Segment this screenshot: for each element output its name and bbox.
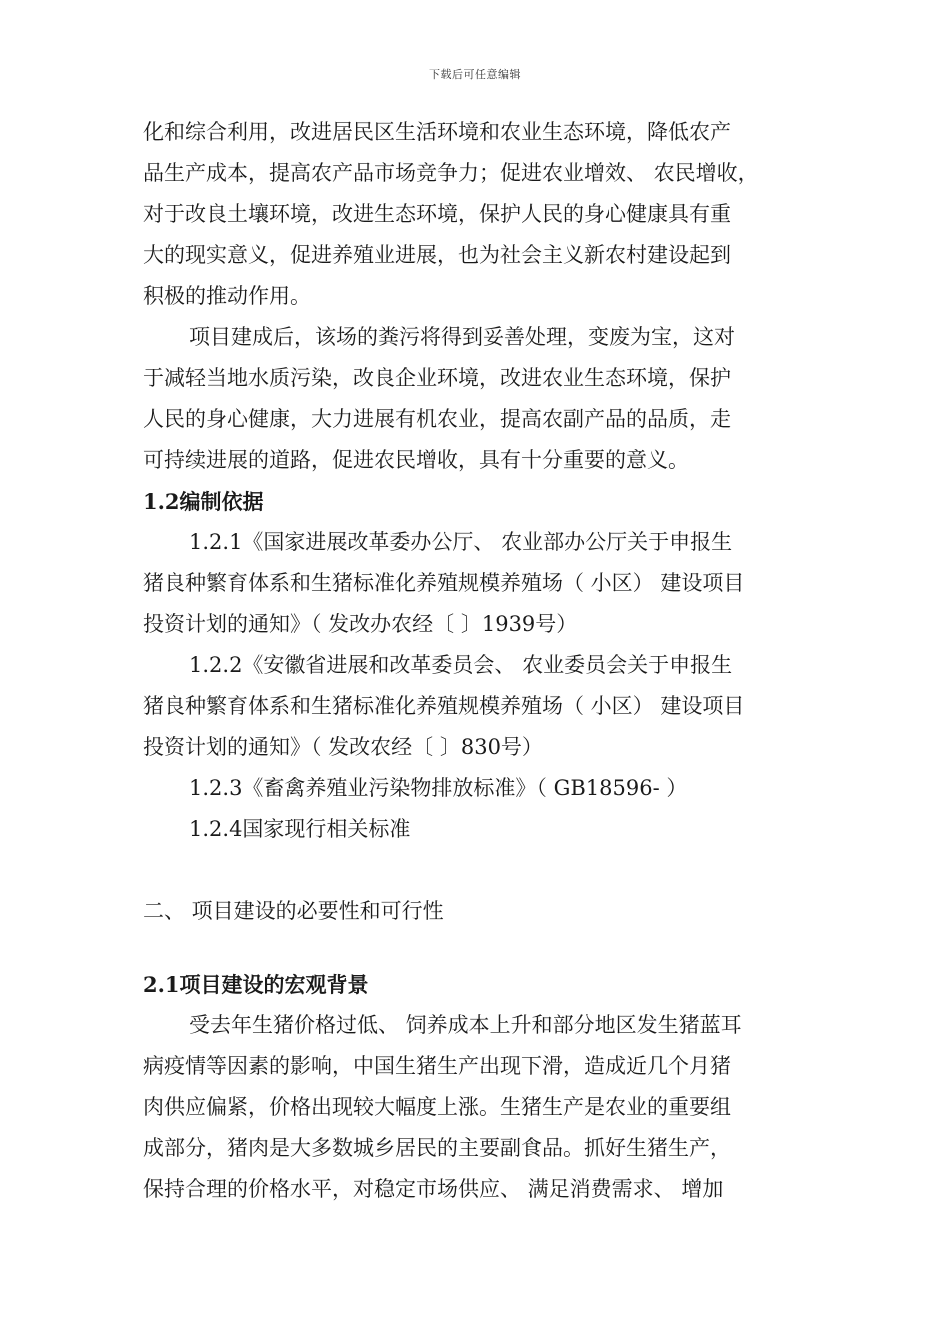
basis-item-4: 1.2.4国家现行相关标准 [189, 817, 411, 841]
chapter-heading: 二、 项目建设的必要性和可行性 [143, 899, 444, 923]
section-heading: 1.2编制依据 [143, 489, 264, 514]
spacer [143, 850, 811, 891]
text-line: 猪良种繁育体系和生猪标准化养殖规模养殖场（ 小区） 建设项目 [143, 694, 745, 718]
text-line: 投资计划的通知》（ 发改办农经〔 〕1939号） [143, 612, 578, 636]
text-line: 于减轻当地水质污染，改良企业环境，改进农业生态环境，保护 [143, 366, 731, 390]
basis-item-3: 1.2.3《畜禽养殖业污染物排放标准》（ GB18596- ） [189, 776, 688, 800]
paragraph-continuation [143, 112, 811, 317]
basis-item-2 [143, 645, 811, 768]
section-heading: 2.1项目建设的宏观背景 [143, 972, 369, 997]
text-line: 化和综合利用，改进居民区生活环境和农业生态环境，降低农产 [143, 120, 731, 144]
spacer [143, 932, 811, 964]
document-body [143, 112, 811, 1210]
text-line: 大的现实意义，促进养殖业进展，也为社会主义新农村建设起到 [143, 243, 731, 267]
text-line: 受去年生猪价格过低、 饲养成本上升和部分地区发生猪蓝耳 [189, 1013, 742, 1037]
page-header-note: 下载后可任意编辑 [429, 68, 521, 81]
section-2-1 [143, 964, 811, 1210]
text-line: 1.2.2《安徽省进展和改革委员会、 农业委员会关于申报生 [189, 653, 733, 677]
text-line: 积极的推动作用。 [143, 284, 311, 308]
text-line: 保持合理的价格水平，对稳定市场供应、 满足消费需求、 增加 [143, 1177, 724, 1201]
text-line: 肉供应偏紧，价格出现较大幅度上涨。生猪生产是农业的重要组 [143, 1095, 731, 1119]
paragraph-project-benefits [143, 317, 811, 481]
basis-item-1 [143, 522, 811, 645]
text-line: 对于改良土壤环境，改进生态环境，保护人民的身心健康具有重 [143, 202, 731, 226]
text-line: 可持续进展的道路，促进农民增收，具有十分重要的意义。 [143, 448, 689, 472]
text-line: 品生产成本，提高农产品市场竞争力；促进农业增效、 农民增收， [143, 161, 759, 185]
text-line: 病疫情等因素的影响，中国生猪生产出现下滑，造成近几个月猪 [143, 1054, 731, 1078]
text-line: 投资计划的通知》（ 发改农经〔 〕830号） [143, 735, 543, 759]
text-line: 人民的身心健康，大力进展有机农业，提高农副产品的品质，走 [143, 407, 731, 431]
text-line: 成部分，猪肉是大多数城乡居民的主要副食品。抓好生猪生产， [143, 1136, 731, 1160]
text-line: 1.2.1《国家进展改革委办公厅、 农业部办公厅关于申报生 [189, 530, 733, 554]
text-line: 项目建成后，该场的粪污将得到妥善处理，变废为宝，这对 [189, 325, 735, 349]
text-line: 猪良种繁育体系和生猪标准化养殖规模养殖场（ 小区） 建设项目 [143, 571, 745, 595]
section-1-2 [143, 481, 811, 850]
